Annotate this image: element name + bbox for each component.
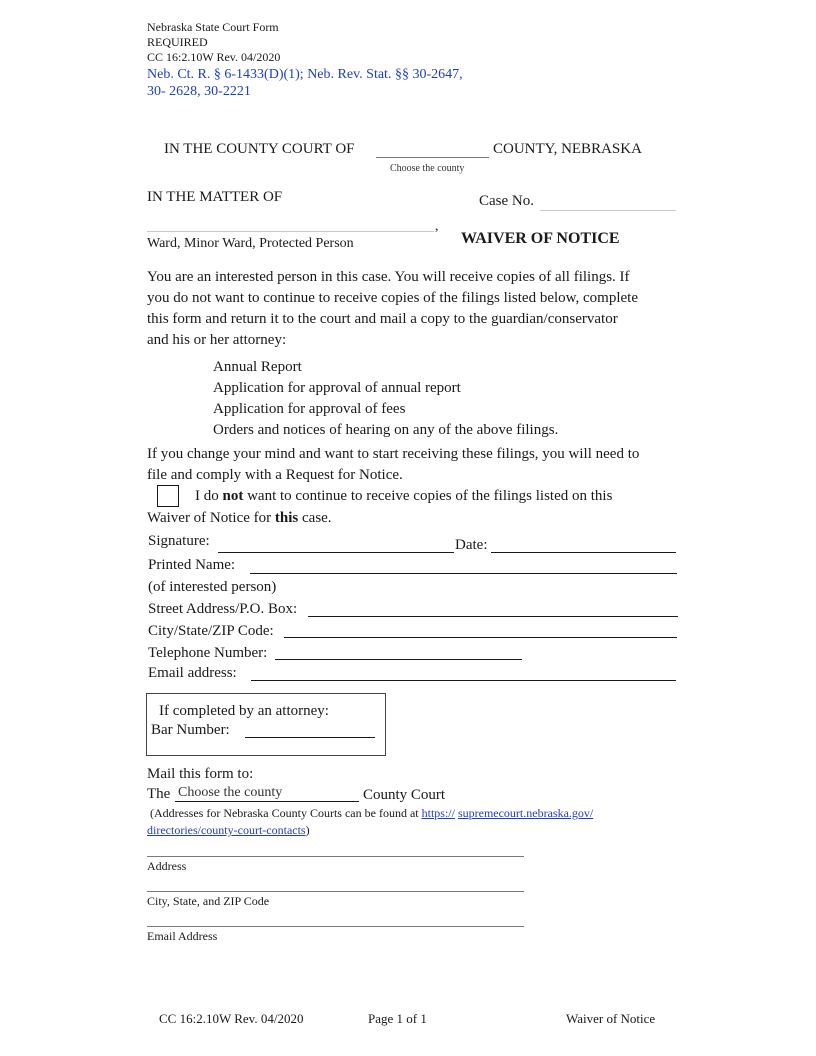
mail-heading: Mail this form to: [147, 766, 254, 782]
intro-line-3: this form and return it to the court and mail a copy to the guardian/conservator [147, 311, 618, 327]
telephone-label: Telephone Number: [148, 645, 268, 661]
ward-comma: , [435, 219, 439, 234]
email-caption: Email Address [147, 929, 218, 943]
mail-the-label: The [147, 786, 171, 802]
footer-title: Waiver of Notice [566, 1011, 656, 1026]
date-field[interactable] [491, 552, 676, 553]
change-mind-line-1: If you change your mind and want to start receiving these filings, you will need to [147, 446, 640, 462]
change-mind-line-2: file and comply with a Request for Notice. [147, 467, 403, 483]
waiver-statement [195, 488, 612, 505]
filing-item: Application for approval of fees [213, 401, 406, 417]
waiver-checkbox[interactable] [157, 485, 179, 507]
county-field[interactable] [376, 157, 489, 158]
county-hint: Choose the county [390, 163, 465, 174]
court-contacts-link-2[interactable]: supremecourt.nebraska.gov/ [457, 806, 594, 820]
county-court-label: County Court [363, 787, 446, 803]
signature-label: Signature: [148, 533, 210, 549]
filing-item: Application for approval of annual report [213, 380, 461, 396]
email-address-label: Email address: [148, 665, 237, 681]
form-title: WAIVER OF NOTICE [461, 230, 620, 247]
address-note-close: ) [305, 823, 310, 837]
city-state-zip-caption: City, State, and ZIP Code [147, 894, 270, 908]
court-address-field[interactable] [147, 856, 524, 857]
intro-line-4: and his or her attorney: [147, 332, 287, 348]
header-statute-line-2: 30- 2628, 30-2221 [147, 84, 251, 99]
address-note-text: (Addresses for Nebraska County Courts can be found at [150, 806, 419, 820]
printed-name-label: Printed Name: [148, 557, 236, 573]
waiver-line2-post: case. [302, 510, 332, 526]
bar-number-field[interactable] [245, 737, 375, 738]
header-statute-line-1: Neb. Ct. R. § 6-1433(D)(1); Neb. Rev. Stat. §§ 30-2647, [147, 67, 463, 82]
waiver-line2-pre: Waiver of Notice for [147, 510, 272, 526]
ward-label: Ward, Minor Ward, Protected Person [147, 236, 354, 251]
court-city-field[interactable] [147, 891, 524, 892]
footer-page-number: Page 1 of 1 [368, 1011, 427, 1026]
filing-item: Orders and notices of hearing on any of the above filings. [213, 422, 559, 438]
header-form-number: CC 16:2.10W Rev. 04/2020 [147, 50, 281, 64]
city-state-zip-label: City/State/ZIP Code: [148, 623, 274, 639]
printed-name-field[interactable] [250, 573, 677, 574]
intro-line-1: You are an interested person in this case. You will receive copies of all filings. If [147, 269, 630, 285]
court-email-field[interactable] [147, 926, 524, 927]
address-label: Address [147, 859, 187, 873]
court-contacts-link-1[interactable]: https:// [421, 806, 455, 820]
court-suffix: COUNTY, NEBRASKA [493, 141, 642, 157]
waiver-statement-line-2 [147, 510, 332, 527]
address-note-line-1 [150, 806, 593, 821]
intro-line-2: you do not want to continue to receive copies of the filings listed below, complete [147, 290, 638, 306]
telephone-field[interactable] [275, 659, 522, 660]
street-address-label: Street Address/P.O. Box: [148, 601, 298, 617]
county-select[interactable]: Choose the county [178, 785, 283, 800]
court-prefix: IN THE COUNTY COURT OF [164, 141, 355, 157]
email-address-field[interactable] [251, 680, 676, 681]
ward-name-field[interactable] [147, 231, 434, 232]
waiver-not: not [222, 488, 244, 504]
signature-field[interactable] [218, 552, 454, 553]
matter-label: IN THE MATTER OF [147, 189, 283, 205]
header-line-1: Nebraska State Court Form [147, 20, 279, 34]
header-line-2: REQUIRED [147, 35, 208, 49]
waiver-post: want to continue to receive copies of the filings listed on this [247, 488, 613, 504]
footer-form-number: CC 16:2.10W Rev. 04/2020 [159, 1011, 304, 1026]
street-address-field[interactable] [308, 616, 678, 617]
county-select-underline [175, 801, 359, 802]
waiver-pre: I do [195, 488, 219, 504]
case-number-field[interactable] [540, 210, 676, 211]
date-label: Date: [455, 537, 488, 553]
case-no-label: Case No. [479, 193, 534, 209]
bar-number-label: Bar Number: [151, 722, 230, 738]
court-contacts-link-3[interactable]: directories/county-court-contacts [147, 823, 306, 837]
attorney-box-title: If completed by an attorney: [159, 703, 329, 719]
waiver-this: this [274, 510, 299, 526]
filing-item: Annual Report [213, 359, 302, 375]
city-state-zip-field[interactable] [284, 637, 677, 638]
of-interested-person-label: (of interested person) [148, 579, 277, 595]
address-note-line-2 [147, 823, 310, 838]
